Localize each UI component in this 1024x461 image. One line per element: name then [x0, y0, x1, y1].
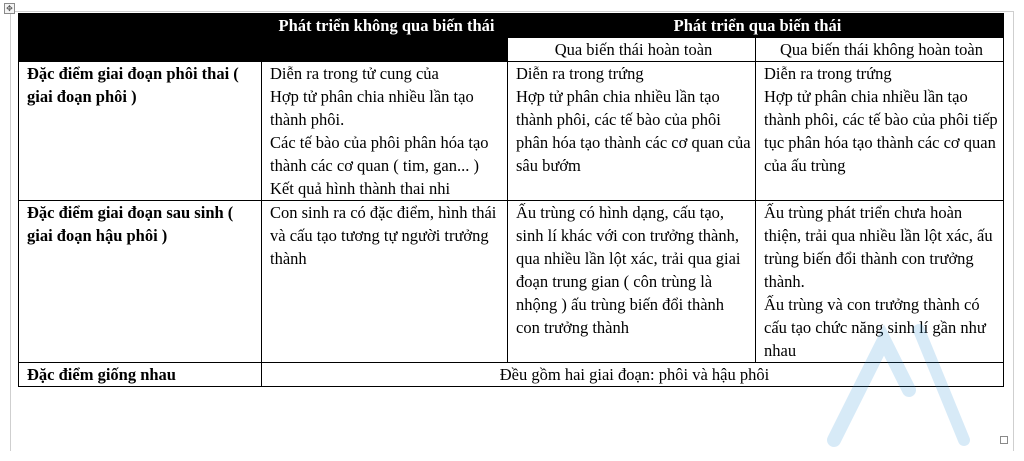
cell-line: Hợp tử phân chia nhiều lần tạo thành phôi. — [270, 87, 474, 129]
row-label-similarity[interactable] — [19, 363, 262, 387]
subheader-incomplete[interactable] — [756, 38, 1004, 62]
row-label-text: Đặc điểm giống nhau — [27, 365, 176, 384]
subheader-complete[interactable] — [508, 38, 756, 62]
cell-line: Diễn ra trong trứng — [764, 64, 892, 83]
table-header-row — [19, 14, 1004, 38]
margin-guide-left — [10, 11, 11, 451]
cell-embryo-no-metamorphosis[interactable] — [262, 62, 508, 201]
cell-line: Các tế bào của phôi phân hóa tạo thành các cơ quan ( tim, gan... ) Kết quả hình thành thai nhi — [270, 133, 489, 198]
row-label-text: Đặc điểm giai đoạn phôi thai ( giai đoạn phôi ) — [27, 64, 239, 106]
cell-similarity[interactable] — [262, 363, 1004, 387]
table-row — [19, 62, 1004, 201]
table-row — [19, 363, 1004, 387]
cell-line: Con sinh ra có đặc điểm, hình thái và cấu tạo tương tự người trưởng thành — [270, 203, 497, 268]
cell-line: Hợp tử phân chia nhiều lần tạo thành phôi, các tế bào của phôi tiếp tục phân hóa tạo thành các cơ quan của ấu trùng — [764, 87, 998, 175]
subheader-incomplete-label: Qua biến thái không hoàn toàn — [780, 40, 983, 59]
cell-line: Hợp tử phân chia nhiều lần tạo thành phôi, các tế bào của phôi phân hóa tạo thành các cơ quan của sâu bướm — [516, 87, 751, 175]
comparison-table — [18, 13, 1004, 387]
resize-table-icon[interactable] — [1000, 436, 1008, 444]
header-corner-cell[interactable] — [19, 14, 262, 62]
cell-embryo-incomplete[interactable] — [756, 62, 1004, 201]
cell-line: Ấu trùng có hình dạng, cấu tạo, sinh lí khác với con trưởng thành, qua nhiều lần lột xác, trải qua giai đoạn trung gian ( côn trùng là nhộng ) ấu trùng biến đổi thành con trưởng thành — [516, 203, 741, 337]
margin-guide-top — [10, 11, 1014, 12]
header-no-metamorphosis[interactable] — [262, 14, 508, 62]
cell-embryo-complete[interactable] — [508, 62, 756, 201]
cell-line: Diễn ra trong tử cung của — [270, 64, 439, 83]
table-row — [19, 201, 1004, 363]
subheader-complete-label: Qua biến thái hoàn toàn — [554, 40, 713, 59]
cell-line: Ấu trùng và con trưởng thành có cấu tạo chức năng sinh lí gần như nhau — [764, 295, 986, 360]
margin-guide-right — [1013, 11, 1014, 451]
cell-line: Diễn ra trong trứng — [516, 64, 644, 83]
header-metamorphosis[interactable] — [508, 14, 1004, 38]
cell-postembryo-complete[interactable] — [508, 201, 756, 363]
header-metamorphosis-label: Phát triển qua biến thái — [673, 16, 842, 35]
header-no-metamorphosis-label: Phát triển không qua biến thái — [278, 16, 495, 35]
move-table-icon[interactable]: ✥ — [4, 3, 15, 14]
cell-postembryo-incomplete[interactable] — [756, 201, 1004, 363]
cell-line: Đều gồm hai giai đoạn: phôi và hậu phôi — [499, 365, 770, 384]
cell-postembryo-no-metamorphosis[interactable] — [262, 201, 508, 363]
row-label-text: Đặc điểm giai đoạn sau sinh ( giai đoạn hậu phôi ) — [27, 203, 234, 245]
cell-line: Ấu trùng phát triển chưa hoàn thiện, trải qua nhiều lần lột xác, ấu trùng biến đổi thành con trưởng thành. — [764, 203, 993, 291]
row-label-postembryo[interactable] — [19, 201, 262, 363]
row-label-embryo[interactable] — [19, 62, 262, 201]
